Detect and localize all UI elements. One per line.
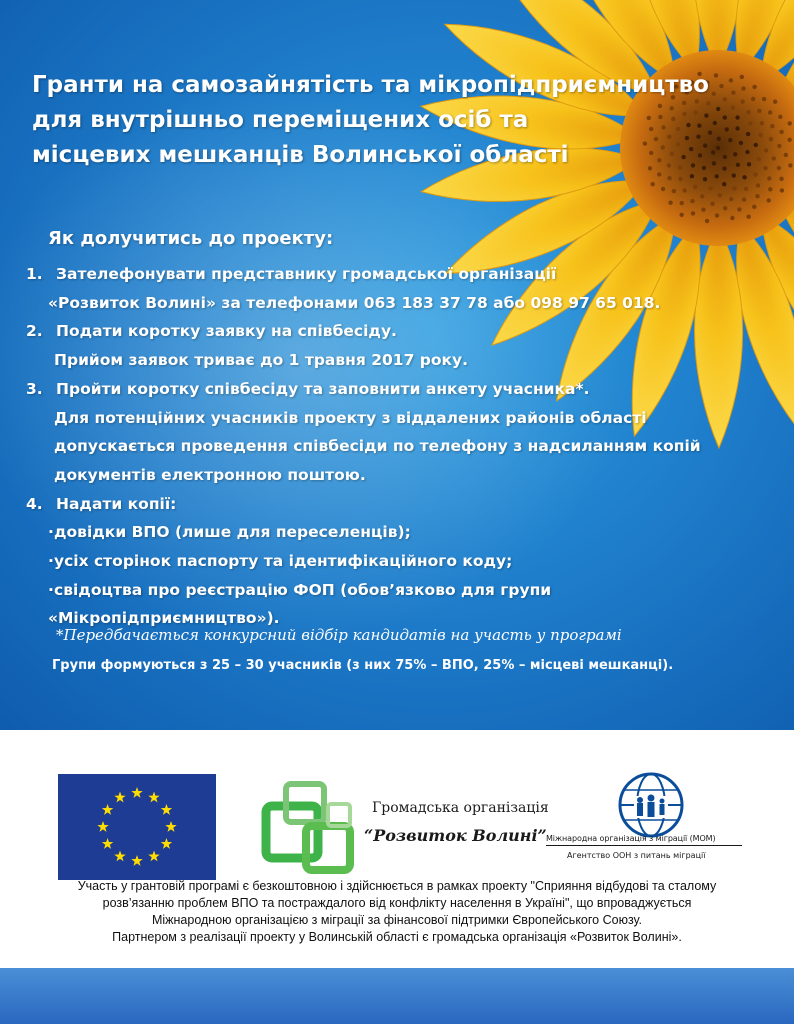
- footer-line-3: Міжнародною організацією з міграції за фінансової підтримки Європейського Союзу.: [151, 913, 643, 927]
- eu-stars: [58, 774, 216, 880]
- sunflower-seed: [690, 174, 694, 178]
- eu-star-icon: [148, 792, 159, 803]
- title-line-3: місцевих мешканців Волинської області: [32, 142, 569, 168]
- sunflower-seed: [752, 85, 756, 89]
- sunflower-seed: [722, 182, 726, 186]
- eu-star-icon: [131, 787, 142, 798]
- sunflower-seed: [667, 176, 671, 180]
- rv-org-name: “Розвиток Волині”: [364, 826, 547, 845]
- sunflower-seed: [680, 201, 684, 205]
- sunflower-seed: [715, 213, 719, 217]
- eu-flag-icon: [58, 774, 216, 880]
- eu-star-icon: [148, 850, 159, 861]
- sunflower-seed: [788, 163, 792, 167]
- sunflower-seed: [723, 206, 727, 210]
- groups-info: Групи формуються з 25 – 30 учасників (з них 75% – ВПО, 25% – місцеві мешканці).: [52, 658, 674, 673]
- page-title: [32, 68, 752, 173]
- step-2-line-1: 2. Подати коротку заявку на співбесіду.: [26, 317, 786, 346]
- sunflower-seed: [753, 172, 757, 176]
- sunflower-seed: [757, 109, 761, 113]
- step-3-line-1: 3. Пройти коротку співбесіду та заповнити анкету учасника*.: [26, 375, 786, 404]
- sunflower-seed: [701, 208, 705, 212]
- sunflower-seed: [683, 188, 687, 192]
- sunflower-seed: [784, 153, 788, 157]
- sunflower-seed: [756, 157, 760, 161]
- sunflower-seed: [744, 187, 748, 191]
- title-line-1: Гранти на самозайнятість та мікропідприємництво: [32, 72, 709, 98]
- bullet-icon: ·: [48, 552, 54, 571]
- step-4-line-1: 4. Надати копії:: [26, 490, 786, 519]
- bottom-blue-bar: [0, 968, 794, 1024]
- sunflower-seed: [777, 166, 781, 170]
- iom-name: Міжнародна організація з міграції (МОМ): [546, 834, 742, 846]
- sunflower-seed: [754, 143, 758, 147]
- step-2-line-2: Прийом заявок триває до 1 травня 2017 року.: [54, 351, 469, 370]
- step-3-line-2: Для потенційних учасників проекту з віддалених районів області: [54, 408, 647, 427]
- sunflower-seed: [691, 211, 695, 215]
- sunflower-seed: [777, 144, 781, 148]
- eu-star-icon: [114, 792, 125, 803]
- sunflower-seed: [732, 173, 736, 177]
- sunflower-seed: [678, 177, 682, 181]
- sunflower-seed: [661, 187, 665, 191]
- sunflower-seed: [718, 193, 722, 197]
- sunflower-seed: [755, 194, 759, 198]
- sunflower-seed: [730, 216, 734, 220]
- sunflower-seed: [763, 166, 767, 170]
- step-3-line-4: документів електронною поштою.: [54, 465, 366, 484]
- sunflower-seed: [788, 121, 792, 125]
- sunflower-seed: [764, 148, 768, 152]
- step-1-line-1: 1. Зателефонувати представнику громадської організації: [26, 260, 786, 289]
- step-number: 2.: [26, 322, 43, 341]
- step-1-line-2: «Розвиток Волині» за телефонами 063 183 37 78 або 098 97 65 018.: [48, 293, 661, 312]
- sunflower-seed: [768, 187, 772, 191]
- step-number: 4.: [26, 494, 43, 513]
- step-number: 3.: [26, 379, 43, 398]
- bullet-icon: ·: [48, 523, 54, 542]
- eu-star-icon: [114, 850, 125, 861]
- sunflower-seed: [742, 197, 746, 201]
- sunflower-seed: [756, 183, 760, 187]
- eu-star-icon: [165, 821, 176, 832]
- sunflower-seed: [732, 186, 736, 190]
- sunflower-seed: [787, 138, 791, 142]
- steps-list: [26, 260, 786, 633]
- sunflower-seed: [710, 202, 714, 206]
- sunflower-seed: [780, 188, 784, 192]
- sunflower-seed: [762, 97, 766, 101]
- footer-line-4: Партнером з реалізації проекту у Волинській області є громадська організація «Розвиток Волині».: [112, 930, 682, 944]
- step-number: 1.: [26, 265, 43, 283]
- rv-org-label: Громадська організація: [372, 800, 549, 816]
- sunflower-seed: [708, 186, 712, 190]
- sunflower-seed: [700, 194, 704, 198]
- footer-line-1: Участь у грантовій програмі є безкоштовною і здійснюється в рамках проекту "Сприяння відбудові та сталому: [77, 879, 717, 893]
- sunflower-seed: [769, 137, 773, 141]
- eu-star-icon: [97, 821, 108, 832]
- bullet-item: ·довідки ВПО (лише для переселенців);: [26, 518, 786, 547]
- step-3-line-3: допускається проведення співбесіди по телефону з надсиланням копій: [54, 437, 701, 456]
- sunflower-seed: [651, 182, 655, 186]
- sunflower-seed: [779, 130, 783, 134]
- sunflower-seed: [772, 156, 776, 160]
- iom-subtitle: Агентство ООН з питань міграції: [567, 851, 706, 860]
- sunflower-seed: [737, 207, 741, 211]
- eu-star-icon: [131, 855, 142, 866]
- eu-star-icon: [102, 804, 113, 815]
- bullet-item: ·свідоцтва про реєстрацію ФОП (обов’язково для групи: [26, 576, 786, 605]
- bullet-continuation: «Мікропідприємництво»).: [48, 609, 280, 628]
- eu-star-icon: [161, 838, 172, 849]
- eu-star-icon: [102, 838, 113, 849]
- how-to-join-heading: Як долучитись до проекту:: [48, 228, 334, 249]
- sunflower-seed: [760, 121, 764, 125]
- footer-text: [0, 878, 794, 946]
- eu-star-icon: [161, 804, 172, 815]
- selection-note: *Передбачається конкурсний відбір кандидатів на участь у програмі: [56, 626, 622, 644]
- sunflower-seed: [742, 175, 746, 179]
- sunflower-seed: [703, 177, 707, 181]
- sunflower-seed: [672, 189, 676, 193]
- sunflower-seed: [746, 215, 750, 219]
- sunflower-seed: [778, 115, 782, 119]
- sunflower-seed: [768, 110, 772, 114]
- sunflower-seed: [668, 201, 672, 205]
- sunflower-seed: [752, 205, 756, 209]
- sunflower-seed: [773, 100, 777, 104]
- title-line-2: для внутрішньо переміщених осіб та: [32, 107, 529, 133]
- sunflower-seed: [767, 176, 771, 180]
- sunflower-seed: [690, 199, 694, 203]
- logos-row: [0, 730, 794, 876]
- sunflower-seed: [680, 213, 684, 217]
- sunflower-seed: [770, 124, 774, 128]
- bullet-item: ·усіх сторінок паспорту та ідентифікаційного коду;: [26, 547, 786, 576]
- sunflower-seed: [693, 185, 697, 189]
- footer-line-2: розв’язанню проблем ВПО та постраждалого від конфлікту населення в Україні", що впроваджується: [102, 896, 692, 910]
- rozvytok-volyni-logo-icon: [258, 776, 368, 882]
- sunflower-seed: [779, 177, 783, 181]
- sunflower-seed: [705, 219, 709, 223]
- sunflower-seed: [767, 198, 771, 202]
- sunflower-seed: [729, 197, 733, 201]
- bullet-icon: ·: [48, 580, 54, 599]
- iom-globe-icon: [606, 770, 696, 860]
- sunflower-seed: [715, 174, 719, 178]
- sunflower-seed: [758, 133, 762, 137]
